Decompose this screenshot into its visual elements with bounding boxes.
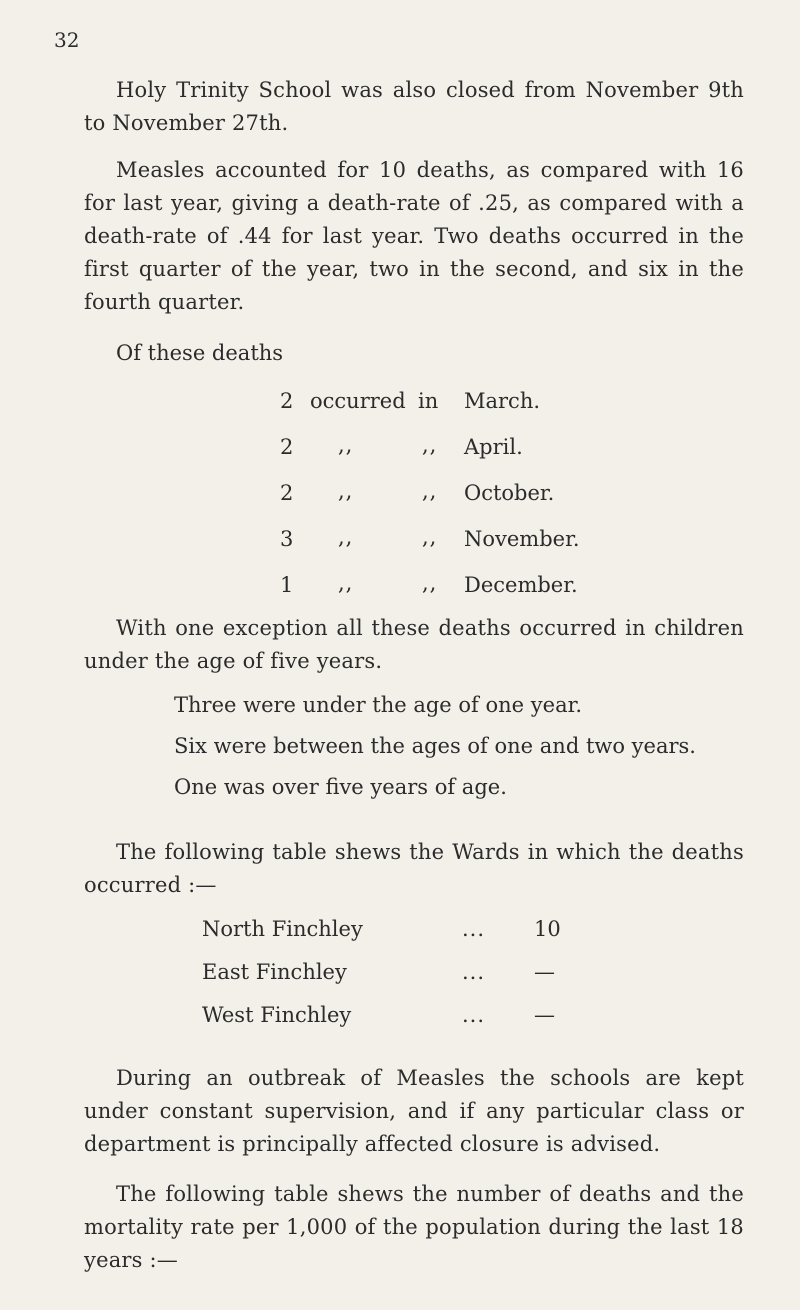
ward-name: North Finchley xyxy=(202,917,363,941)
death-count: 3 xyxy=(280,527,294,551)
ditto-mark: ,, xyxy=(338,571,354,595)
month-name: April. xyxy=(464,435,523,459)
month-name: October. xyxy=(464,481,555,505)
ditto-mark: ,, xyxy=(338,479,354,503)
paragraph-mortality-table-intro: The following table shews the number of deaths and the mortality rate per 1,000 of the population during the last 18 years :— xyxy=(84,1182,744,1272)
ditto-mark: ,, xyxy=(422,479,438,503)
ditto-mark: ,, xyxy=(338,433,354,457)
paragraph-wards-intro: The following table shews the Wards in which the deaths occurred :— xyxy=(84,840,744,897)
month-name: November. xyxy=(464,527,580,551)
paragraph-measles-deaths: Measles accounted for 10 deaths, as compared with 16 for last year, giving a death-rate of .25, as compared with a death-rate of .44 for last year. Two deaths occurred in the first quarter of the year, two in the second, and six in the fourth quarter. xyxy=(84,158,744,314)
month-name: March. xyxy=(464,389,541,413)
ditto-mark: ,, xyxy=(338,525,354,549)
list-item: Three were under the age of one year. xyxy=(174,693,582,717)
leader-dots: ... xyxy=(462,960,486,984)
ward-name: East Finchley xyxy=(202,960,347,984)
list-item: One was over five years of age. xyxy=(174,775,507,799)
ditto-mark: ,, xyxy=(422,525,438,549)
ward-deaths-value: — xyxy=(534,960,555,984)
paragraph-school-closure: Holy Trinity School was also closed from November 9th to November 27th. xyxy=(84,78,744,135)
death-count: 2 xyxy=(280,389,294,413)
death-count: 2 xyxy=(280,481,294,505)
ward-deaths-value: — xyxy=(534,1003,555,1027)
death-count: 2 xyxy=(280,435,294,459)
page-number: 32 xyxy=(54,28,80,52)
death-count: 1 xyxy=(280,573,294,597)
ditto-mark: ,, xyxy=(422,571,438,595)
paragraph-of-these-deaths: Of these deaths xyxy=(116,341,284,365)
ditto-mark: ,, xyxy=(422,433,438,457)
in-word: in xyxy=(418,389,439,413)
ward-deaths-value: 10 xyxy=(534,917,561,941)
month-name: December. xyxy=(464,573,578,597)
paragraph-children-exception: With one exception all these deaths occurred in children under the age of five years. xyxy=(84,616,744,673)
leader-dots: ... xyxy=(462,1003,486,1027)
occurred-word: occurred xyxy=(310,389,406,413)
list-item: Six were between the ages of one and two years. xyxy=(174,734,696,758)
paragraph-outbreak-supervision: During an outbreak of Measles the schools are kept under constant supervision, and if any particular class or department is principally affected closure is advised. xyxy=(84,1066,744,1156)
leader-dots: ... xyxy=(462,917,486,941)
ward-name: West Finchley xyxy=(202,1003,352,1027)
